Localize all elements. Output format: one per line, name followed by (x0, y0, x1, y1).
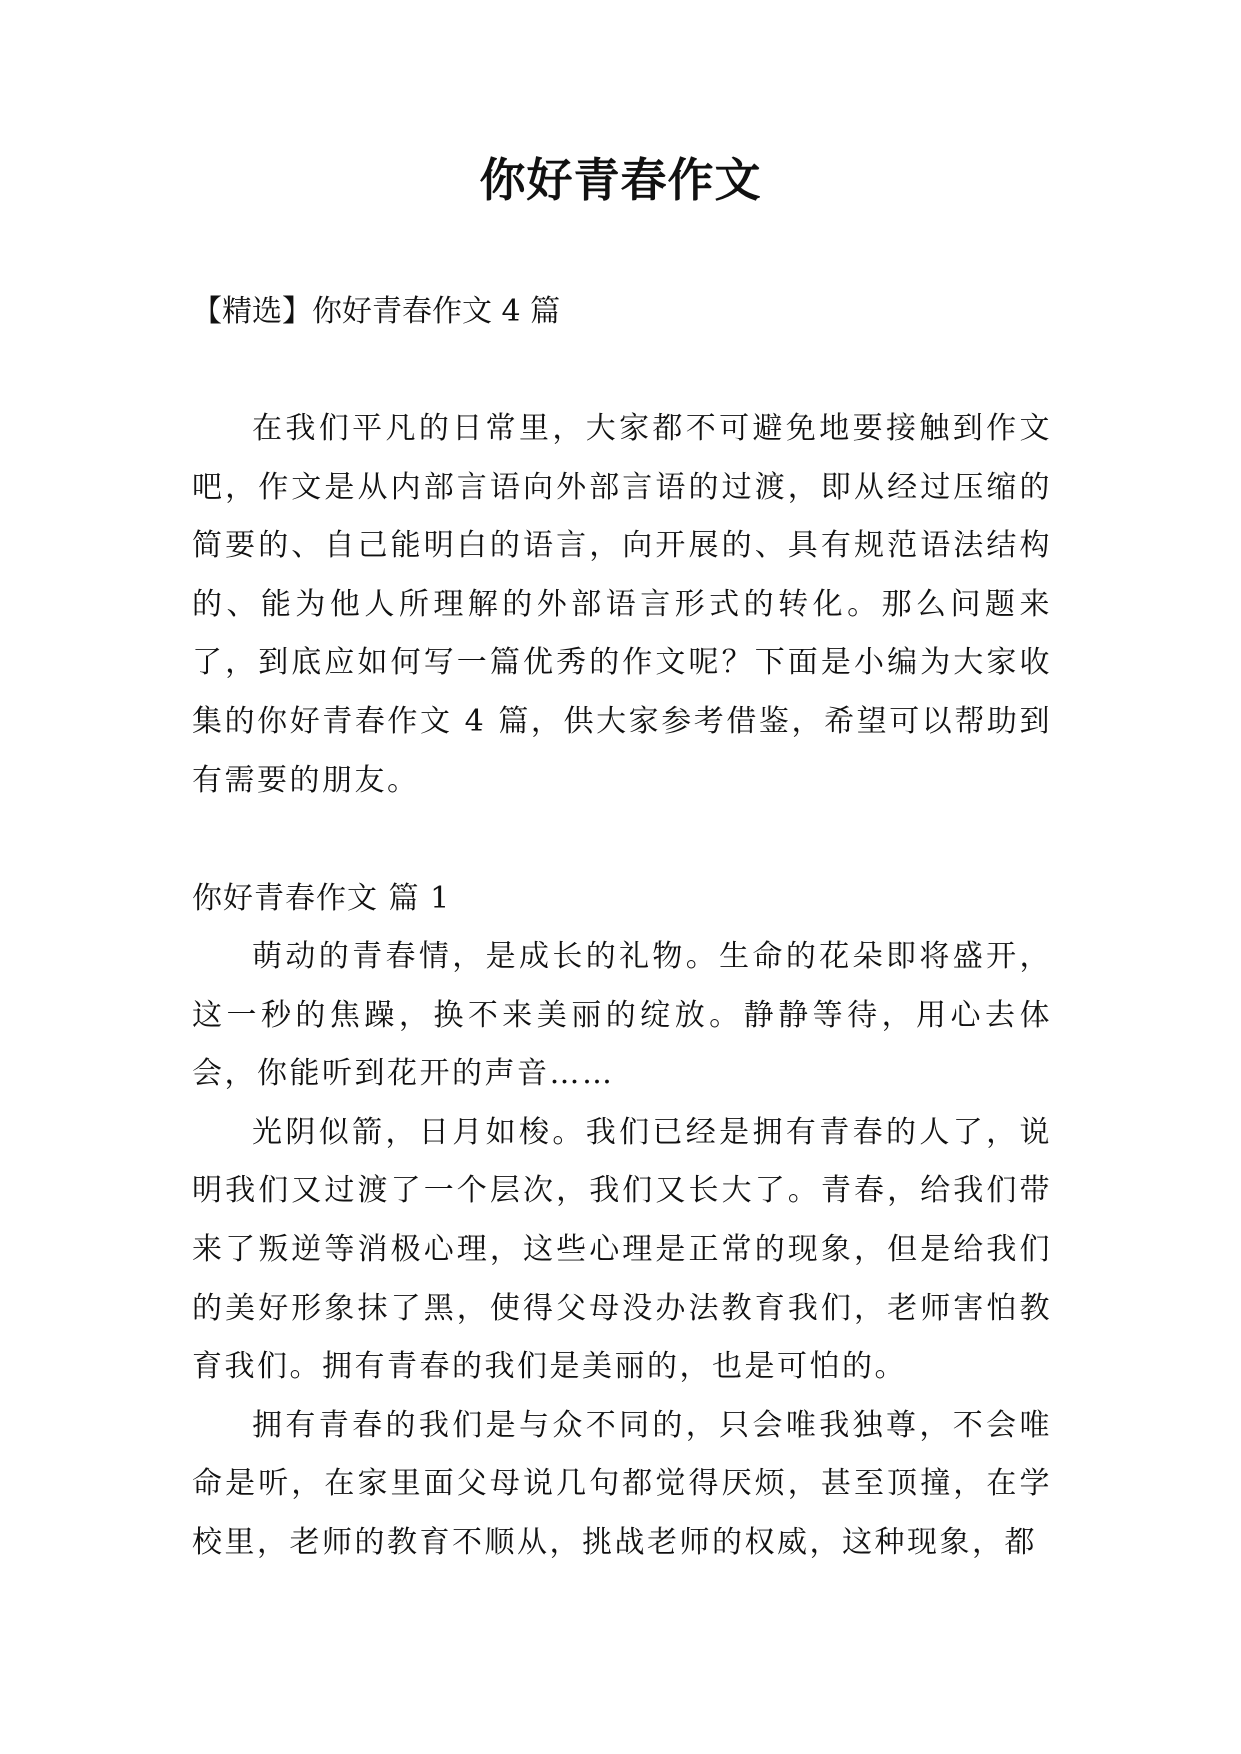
essay-paragraph-3: 拥有青春的我们是与众不同的，只会唯我独尊，不会唯命是听，在家里面父母说几句都觉得厌烦，甚至顶撞，在学校里，老师的教育不顺从，挑战老师的权威，这种现象，都 (192, 1407, 1052, 1560)
intro-block (192, 400, 1052, 810)
essay-paragraph-1: 萌动的青春情，是成长的礼物。生命的花朵即将盛开，这一秒的焦躁，换不来美丽的绽放。静静等待，用心去体会，你能听到花开的声音…… (192, 939, 1052, 1092)
document-subtitle: 【精选】你好青春作文 4 篇 (192, 294, 561, 329)
essay-paragraph-2: 光阴似箭，日月如梭。我们已经是拥有青春的人了，说明我们又过渡了一个层次，我们又长大了。青春，给我们带来了叛逆等消极心理，这些心理是正常的现象，但是给我们的美好形象抹了黑，使得父母没办法教育我们，老师害怕教育我们。拥有青春的我们是美丽的，也是可怕的。 (192, 1114, 1052, 1385)
section-heading: 你好青春作文 篇 1 (192, 881, 451, 916)
essay-body (192, 928, 1052, 1573)
intro-paragraph: 在我们平凡的日常里，大家都不可避免地要接触到作文吧，作文是从内部言语向外部言语的过渡，即从经过压缩的简要的、自己能明白的语言，向开展的、具有规范语法结构的、能为他人所理解的外部语言形式的转化。那么问题来了，到底应如何写一篇优秀的作文呢？下面是小编为大家收集的你好青春作文 4 篇，供大家参考借鉴，希望可以帮助到有需要的朋友。 (192, 411, 1052, 798)
document-title: 你好青春作文 (479, 153, 762, 207)
